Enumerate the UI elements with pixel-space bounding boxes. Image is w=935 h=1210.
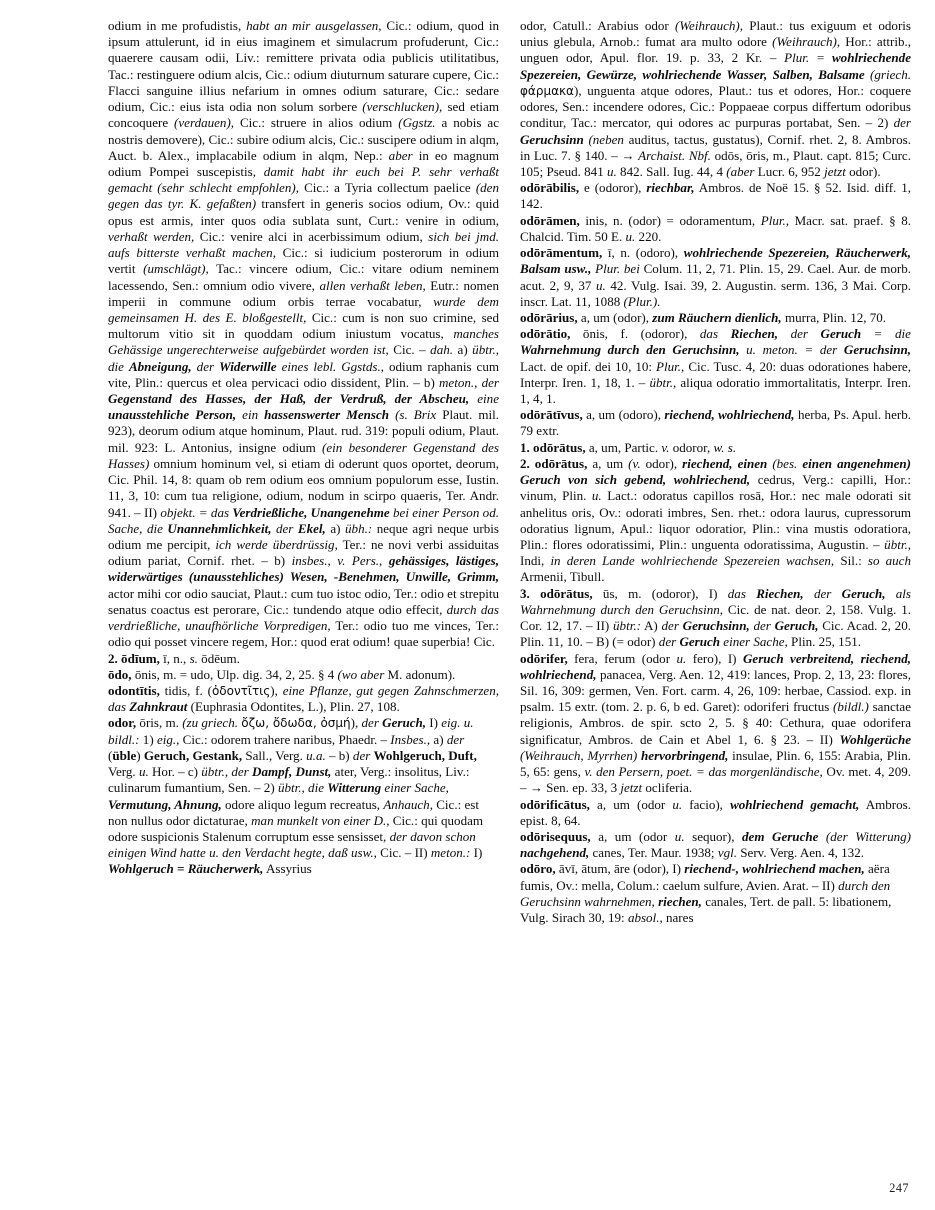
left-column [108,18,499,878]
entry-odorabilis: odōrābilis, e (odoror), riechbar, Ambros. de Noë 15. § 52. Isid. diff. 1, 142. [520,180,912,212]
entry-odoratus-1: 1. odōrātus, a, um, Partic. v. odoror, w. s. [520,439,737,455]
entry-odoratio: odōrātio, ōnis, f. (odoror), das Riechen, der Geruch = die Wahrnehmung durch den Geruchsinn, u. meton. = der Geruchsinn, Lact. de opif. dei 10, 10: Plur., Cic. Tusc. 4, 20: duas odorationes habere, Interpr. Iren. 1, 18, 1. – übtr., aliqua odoratio immortalitatis, Interpr. Iren. 1, 4, 1. [520,326,911,407]
entry-odo: ōdo, ōnis, m. = udo, Ulp. dig. 34, 2, 25. § 4 (wo aber M. adonum). [108,666,456,682]
entry-odoramen: odōrāmen, inis, n. (odor) = odoramentum, Plur., Macr. sat. praef. § 8. Chalcid. Tim. 50 E. u. 220. [520,212,911,244]
entry-odoratus-2: 2. odōrātus, a, um (v. odor), riechend, einen (bes. einen angenehmen) Geruch von sich gebend, wohlriechend, cedrus, Verg.: capilli, Hor.: vinum, Plin. u. Lact.: odoratus capillos rosā, Hor.: nec male odorati sit anhelitus oris, Ov.: odorati imbres, Sen. rhet.: odora laurus, cupressorum odoratius lignum, Apul.: liquor odoratior, Plin.: vina mustis odoratiora, Plin.: flores odoratissimi, Plin.: unguenta odoratissima, Augustin. – übtr., Indi, in deren Lande wohlriechende Spezereien wachsen, Sil.: so auch Armenii, Tibull. [520,455,912,585]
entry-odoratus-3: 3. odōrātus, ūs, m. (odoror), I) das Riechen, der Geruch, als Wahrnehmung durch den Geruchsinn, Cic. de nat. deor. 2, 158. Vulg. 1. Cor. 12, 17. – II) übtr.: A) der Geruchsinn, der Geruch, Cic. Acad. 2, 20. Plin. 11, 10. – B) (= odor) der Geruch einer Sache, Plin. 25, 151. [520,585,912,650]
entry-odoramentum: odōrāmentum, ī, n. (odoro), wohlriechende Spezereien, Räucherwerk, Balsam usw., Plur. bei Colum. 11, 2, 71. Plin. 15, 29. Cael. Aur. de morb. acut. 2, 9, 37 u. 42. Vulg. Isai. 39, 2. Augustin. serm. 136, 3 Mai. Corp. inscr. Lat. 11, 1088 (Plur.). [520,245,912,309]
entry-odorificatus: odōrificātus, a, um (odor u. facio), wohlriechend gemacht, Ambros. epist. 8, 64. [520,796,911,828]
entry-odorifer: odōrifer, fera, ferum (odor u. fero), I) Geruch verbreitend, riechend, wohlriechend, panacea, Verg. Aen. 12, 419: lances, Prop. 2, 13, 23: flores, Sil. 16, 309: germen, Ven. Fort. carm. 4, 26, 109: herbae, Cassiod. exp. in psalm. 15 extr. (tom. 2. p. 6, b ed. Garet): odoriferi fructus (bildl.) sanctae religionis, Ambros. de spir. scto 2, 5. § 40: Cethura, quae odorifera significatur, Ambros. de Cain et Abel 1, 6. § 23. – II) Wohlgerüche (Weihrauch, Myrrhen) hervorbringend, insulae, Plin. 6, 155: Arabia, Plin. 5, 65: gens, v. den Persern, poet. = das morgenländische, Ov. met. 4, 209. – → Sen. ep. 33, 3 jetzt ocliferia. [520,650,912,796]
entry-odium-2: 2. ōdīum, ī, n., s. ōdēum. [108,650,240,666]
entry-odium-continued: odium in me profudistis, habt an mir ausgelassen, Cic.: odium, quod in ipsum attulerunt, id in eius imaginem et simulacrum profuderunt, Cic.: quaerere causam odii, Liv.: remittere privata odia publicis utilitatibus, Tac.: restinguere odium alcis, Cic.: odium diuturnum saturare cupere, Cic.: Flacci sanguine illius nefarium in omnes odium saturare, Cic.: sedare odium, Cic.: eius ista odia non solum sorbere (verschlucken), sed etiam concoquere (verdauen), Cic.: struere in alios odium (Ggstz. a nobis ac nostris demovere), Cic.: subire odium alcis, Cic.: suscipere odium in alqm, Auct. b. Alex., implacabile odium in alqm, Nep.: aber in eo magnum odium Pompei suscepistis, damit habt ihr euch bei P. sehr verhaßt gemacht (sehr schlecht empfohlen), Cic.: a Tyria collectum paelice (den gegen das tyr. K. gefaßten) transfert in generis socios odium, Ov.: quid opus est armis, inter quos odia sublata sunt, Curt.: venire in odium, verhaßt werden, Cic.: venire alci in acerbissimum odium, sich bei jmd. aufs bitterste verhaßt machen, Cic.: si iudicium posterorum in odium vertit (umschlägt), Tac.: vincere odium, Cic.: vitare odium neminem lacessendo, Sen.: omnium odio vivere, allen verhaßt leben, Eutr.: nomen imperii in commune odium orbis terrae vocabatur, wurde dem gemeinsamen H. des E. bloßgestellt, Cic.: cum is non suo crimine, sed multorum vitio sit in quoddam odium iniustum vocatus, manches Gehässige ungerechterweise aufgebürdet worden ist, Cic. – dah. a) übtr., die Abneigung, der Widerwille eines lebl. Ggstds., odium raphanis cum vite, Plin.: quercus et olea pervicaci odio dissident, Plin. – b) meton., der Gegenstand des Hasses, der Haß, der Verdruß, der Abscheu, eine unausstehliche Person, ein hassenswerter Mensch (s. Brix Plaut. mil. 923), deorum odium atque hominum, Plaut. rud. 319: populi odium, Plaut. mil. 923: L. Antonius, insigne odium (ein besonderer Gegenstand des Hasses) omnium hominum vel, si etiam di oderunt quos oportet, deorum, Cic. Phil. 14, 8: quam ob rem odium eos omnium populorum esse, Iustin. 11, 3, 10: cum tua religione, odium, nodum in scirpo quaeris, Ter. Andr. 941. – II) objekt. = das Verdrießliche, Unangenehme bei einer Person od. Sache, die Unannehmlichkeit, der Ekel, a) übh.: neque agri neque urbis odium me percipit, ich werde überdrüssig, Ter.: ne novi verbi assiduitas odium pariat, Cornif. rhet. – b) insbes., v. Pers., gehässiges, lästiges, widerwärtiges (unausstehliches) Wesen, -Benehmen, Unwille, Grimm, actor mihi cor odio sauciat, Plaut.: cum tuo istoc odio, Ter.: odio et strepitu senatus coactus est perorare, Cic.: tundendo atque odio effecit, durch das verdrießliche, unaufhörliche Vorpredigen, Ter.: odio tuo me vinces, Ter.: odio qui posset vincere regem, Hor.: quod erat odium! quae superbia! Cic. [108,18,500,650]
entry-odorativus: odōrātīvus, a, um (odoro), riechend, wohlriechend, herba, Ps. Apul. herb. 79 extr. [520,407,911,439]
right-column [520,18,911,926]
entry-odorarius: odōrārius, a, um (odor), zum Räuchern dienlich, murra, Plin. 12, 70. [520,309,887,325]
two-column-layout [108,18,912,926]
entry-odontitis: odontītis, tidis, f. (ὀδοντῖτις), eine Pflanze, gut gegen Zahnschmerzen, das Zahnkraut (Euphrasia Odontites, L.), Plin. 27, 108. [108,682,499,715]
entry-odor-continued: odor, Catull.: Arabius odor (Weihrauch), Plaut.: tus exiguum et odoris unius glebula, Arnob.: fumat ara multo odore (Weihrauch), Hor.: attrib., unguen odor, Apul. flor. 19. p. 33, 2 Kr. – Plur. = wohlriechende Spezereien, Gewürze, wohlriechende Wasser, Salben, Balsame (griech. φάρμακα), unguenta atque odores, Plaut.: tus et odores, Hor.: coquere odores, Sen.: incendere odores, Cic.: Poppaeae corpus differtum odoribus conditur, Tac.: mercator, qui odores ac purpuras portabat, Sen. – 2) der Geruchsinn (neben auditus, tactus, gustatus), Cornif. rhet. 2, 8. Ambros. in Luc. 7. § 140. – → Archaist. Nbf. odōs, ōris, m., Plaut. capt. 815; Curc. 105; Pseud. 841 u. 842. Sall. Iug. 44, 4 (aber Lucr. 6, 952 jetzt odor). [520,18,911,179]
entry-odoro: odōro, āvī, ātum, āre (odor), I) riechend-, wohlriechend machen, aëra fumis, Ov.: mella, Colum.: caelum sulfure, Avien. Arat. – II) durch den Geruchsinn wahrnehmen, riechen, canales, Tert. de pall. 5: libationem, Vulg. Sirach 30, 19: absol., nares [520,861,892,926]
entry-odor: odor, ōris, m. (zu griech. ὄζω, ὄδωδα, ὀσμή), der Geruch, I) eig. u. bildl.: 1) eig., Cic.: odorem trahere naribus, Phaedr. – Insbes., a) der (üble) Geruch, Gestank, Sall., Verg. u.a. – b) der Wohlgeruch, Duft, Verg. u. Hor. – c) übtr., der Dampf, Dunst, ater, Verg.: insolitus, Liv.: culinarum fumantium, Sen. – 2) übtr., die Witterung einer Sache, Vermutung, Ahnung, odore aliquo legum recreatus, Anhauch, Cic.: est non nullus odor dictaturae, man munkelt von einer D., Cic.: qui quodam odore suspicionis Stalenum corruptum esse sensisset, der davon schon einigen Wind hatte u. den Verdacht hegte, daß usw., Cic. – II) meton.: I) Wohlgeruch = Räucherwerk, Assyrius [108,715,484,877]
entry-odorisequus: odōrisequus, a, um (odor u. sequor), dem Geruche (der Witterung) nachgehend, canes, Ter. Maur. 1938; vgl. Serv. Verg. Aen. 4, 132. [520,828,911,861]
page-number: 247 [889,1181,909,1195]
